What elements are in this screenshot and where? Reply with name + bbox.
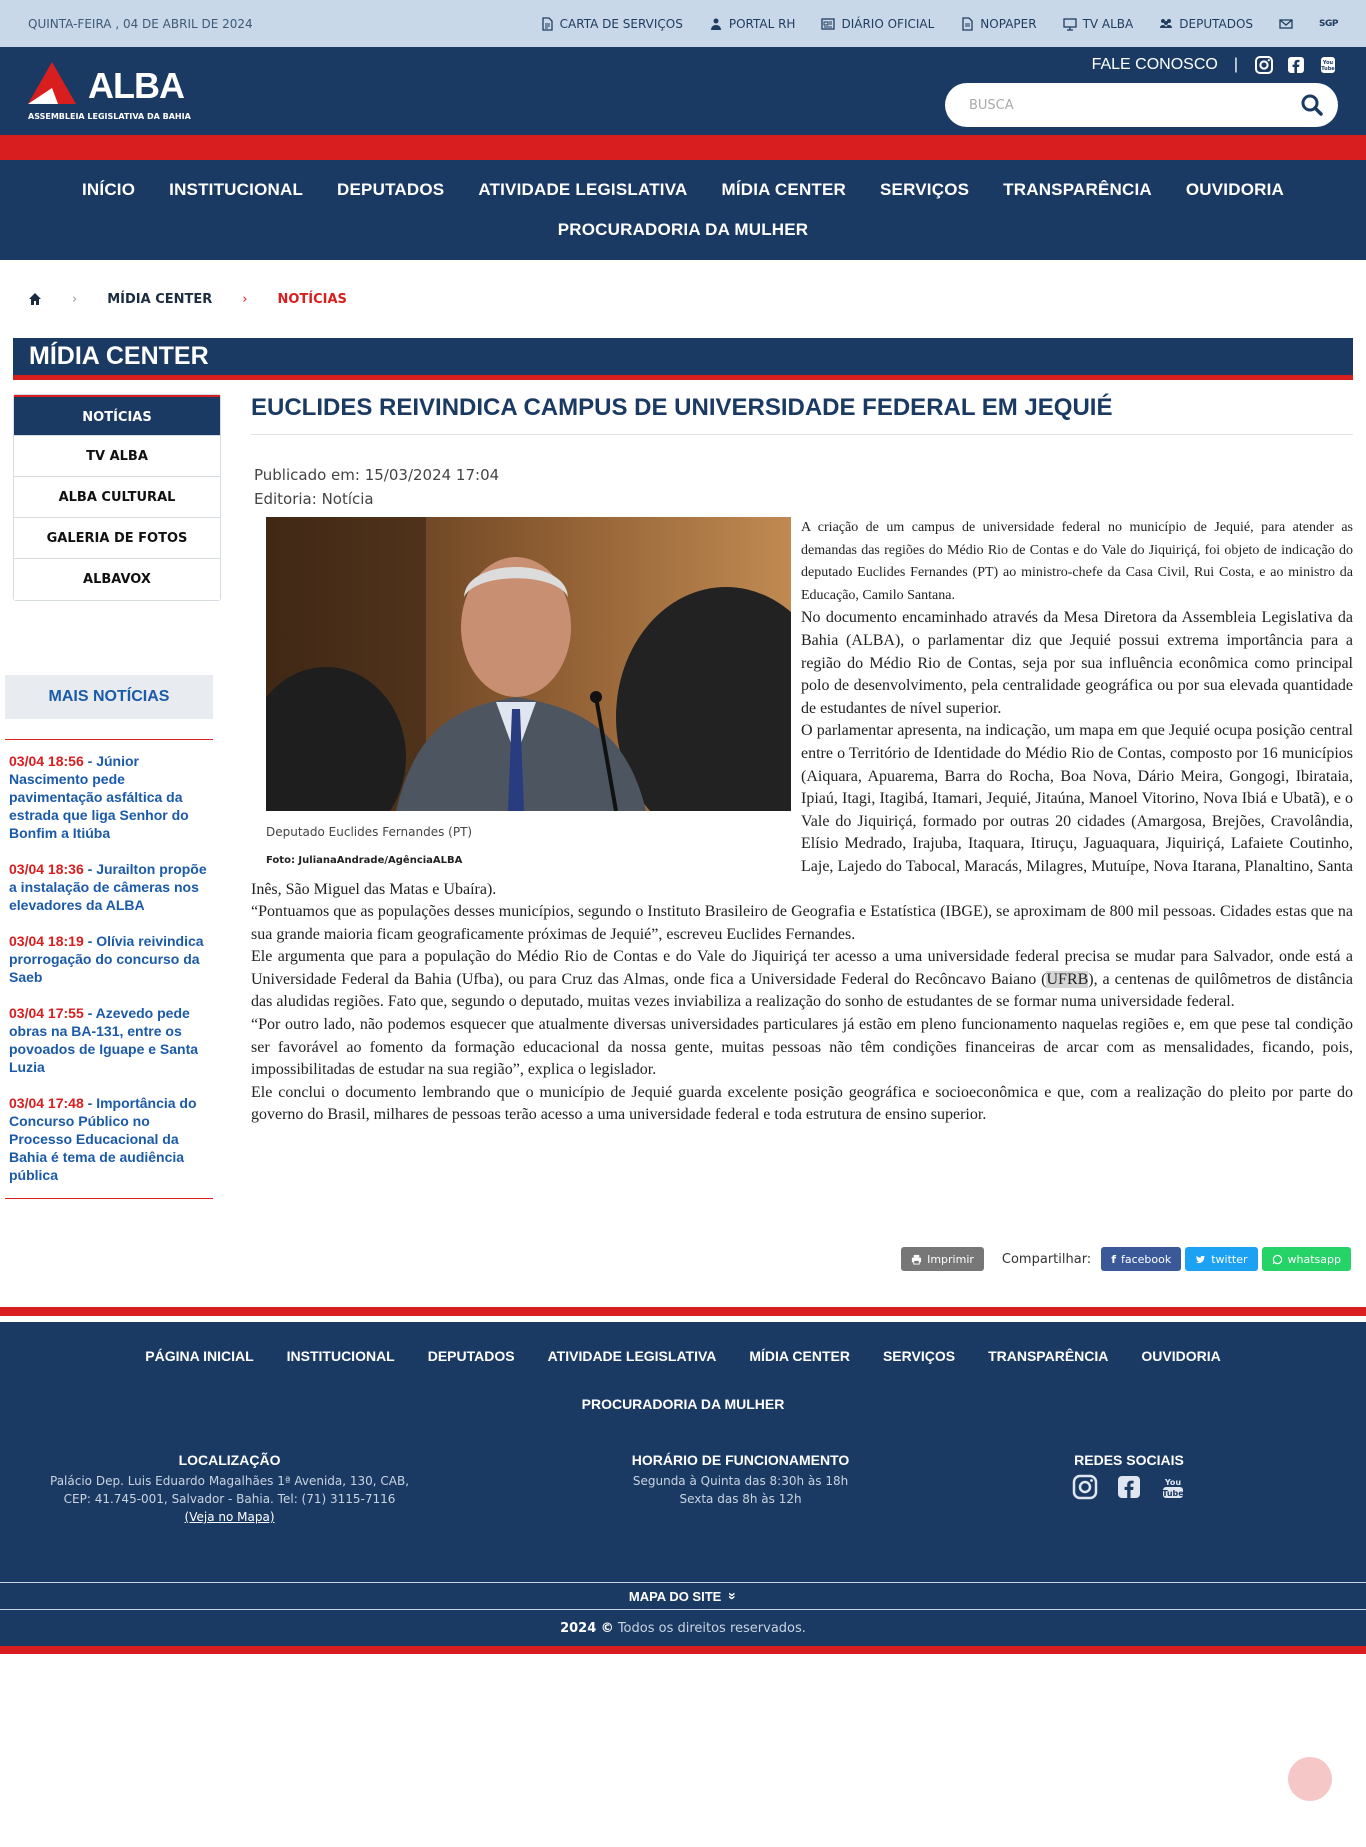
more-news-list bbox=[5, 739, 213, 1199]
header-red-band bbox=[0, 135, 1366, 160]
article-photo[interactable] bbox=[266, 517, 791, 811]
share-bar bbox=[251, 1247, 1353, 1271]
top-utility-bar bbox=[0, 0, 1366, 47]
footer-nav-pagina-inicial[interactable]: PÁGINA INICIAL bbox=[145, 1348, 254, 1365]
utility-link-label: DIÁRIO OFICIAL bbox=[841, 16, 935, 31]
breadcrumb-current: NOTÍCIAS bbox=[277, 291, 347, 307]
location-address-line2: CEP: 41.745-001, Salvador - Bahia. Tel: (71) 3115-7116 bbox=[63, 1492, 396, 1507]
search-input[interactable] bbox=[969, 98, 1300, 113]
whatsapp-icon bbox=[1272, 1254, 1283, 1265]
header-right bbox=[945, 55, 1338, 127]
article bbox=[221, 394, 1366, 1271]
photo-caption: Deputado Euclides Fernandes (PT) bbox=[266, 825, 473, 839]
article-published: Publicado em: 15/03/2024 17:04 bbox=[254, 466, 500, 484]
utility-link-nopaper[interactable] bbox=[960, 17, 1036, 31]
print-label: Imprimir bbox=[927, 1252, 974, 1266]
utility-link-email[interactable] bbox=[1279, 17, 1293, 31]
utility-link-deputados[interactable] bbox=[1159, 17, 1253, 31]
sidebar bbox=[5, 394, 221, 1271]
fale-conosco-link[interactable]: FALE CONOSCO bbox=[1091, 56, 1218, 73]
print-button[interactable] bbox=[901, 1247, 984, 1271]
footer-social bbox=[1072, 1452, 1186, 1582]
breadcrumb-midia-center[interactable]: MÍDIA CENTER bbox=[107, 291, 213, 307]
monitor-icon bbox=[1063, 17, 1077, 31]
article-figure bbox=[266, 517, 791, 872]
article-paragraph: No documento encaminhado através da Mesa Diretora da Assembleia Legislativa da Bahia (ALBA), o parlamentar diz que Jequié possui extrema importância para a região do Médio Rio de Contas, seja por sua influência econômica como principal polo de desenvolvimento, pela centralidade geográfica ou por sua elevada quantidade de estudantes de nível superior. bbox=[801, 609, 1353, 717]
news-item-time: 03/04 18:56 bbox=[9, 753, 84, 769]
article-paragraph: “Pontuamos que as populações desses municípios, segundo o Instituto Brasileiro de Geografia e Estatística (IBGE), se aproximam de 800 mil pessoas. Cidades estas que na sua grande maioria ficam geograficamente próximas de Jequié”, escreveu Euclides Fernandes. bbox=[251, 903, 1353, 943]
contact-row bbox=[1092, 55, 1338, 75]
footer-navigation bbox=[0, 1322, 1366, 1412]
nav-institucional[interactable]: INSTITUCIONAL bbox=[169, 180, 304, 199]
search-box bbox=[945, 83, 1338, 127]
svg-text:You: You bbox=[1164, 1478, 1182, 1488]
utility-links bbox=[540, 17, 1338, 31]
share-facebook-label: facebook bbox=[1120, 1252, 1172, 1266]
paragraph-text: Ele argumenta que para a população do Médio Rio de Contas e do Vale do Jiquiriçá ter acesso a uma universidade federal precisa se mudar para Salvador, onde está a Universidade Federal da Bahia (Ufba), ou para Cruz das Almas, onde fica a Universidade Federal do Recôncavo Baiano ( bbox=[251, 948, 1353, 988]
utility-link-label: DEPUTADOS bbox=[1179, 16, 1254, 31]
hours-line2: Sexta das 8h às 12h bbox=[679, 1492, 802, 1507]
section-title: MÍDIA CENTER bbox=[29, 342, 209, 370]
article-paragraph: A criação de um campus de universidade federal no município de Jequié, para atender as demandas das regiões do Médio Rio de Contas e do Vale do Jiquiriçá, foi objeto de indicação do deputado Euclides Fernandes (PT) ao ministro-chefe da Casa Civil, Rui Costa, e ao ministro da Educação, Camilo Santana. bbox=[801, 520, 1353, 603]
photo-credit: Foto: JulianaAndrade/AgênciaALBA bbox=[266, 854, 463, 866]
news-item-title: Importância do Concurso Público no Processo Educacional da Bahia é tema de audiência pública bbox=[9, 1095, 197, 1183]
utility-link-label: NOPAPER bbox=[980, 16, 1037, 31]
section-header bbox=[13, 338, 1353, 380]
article-paragraph: Ele conclui o documento lembrando que o município de Jequié guarda excelente posição geográfica e socioeconômica e que, com a realização do pleito por parte do governo do Brasil, milhares de pessoas terão acesso a uma universidade federal e toda estrutura de ensino superior. bbox=[251, 1083, 1353, 1124]
social-title: REDES SOCIAIS bbox=[1074, 1452, 1184, 1469]
utility-link-portal-rh[interactable] bbox=[709, 17, 796, 31]
utility-link-label: CARTA DE SERVIÇOS bbox=[559, 16, 683, 31]
hours-title: HORÁRIO DE FUNCIONAMENTO bbox=[631, 1452, 850, 1469]
svg-text:Tube: Tube bbox=[1321, 66, 1335, 72]
logo-subtitle: ASSEMBLEIA LEGISLATIVA DA BAHIA bbox=[28, 112, 191, 121]
share-whatsapp-button[interactable] bbox=[1262, 1247, 1351, 1271]
location-address-line1: Palácio Dep. Luis Eduardo Magalhães 1ª Avenida, 130, CAB, bbox=[50, 1474, 410, 1489]
file-icon bbox=[960, 17, 974, 31]
svg-text:You: You bbox=[1322, 60, 1334, 66]
share-twitter-label: twitter bbox=[1211, 1252, 1248, 1266]
contact-separator: | bbox=[1233, 56, 1238, 73]
deputy-photo-illustration bbox=[266, 517, 791, 811]
document-icon bbox=[540, 17, 554, 31]
twitter-icon bbox=[1195, 1254, 1206, 1265]
instagram-icon[interactable] bbox=[1254, 55, 1274, 75]
back-to-top-button[interactable] bbox=[1288, 1757, 1332, 1801]
utility-link-tv-alba[interactable] bbox=[1063, 17, 1134, 31]
envelope-icon bbox=[1279, 17, 1293, 31]
footer-social-icons bbox=[1072, 1474, 1186, 1500]
copyright-text: Todos os direitos reservados. bbox=[617, 1620, 806, 1636]
footer-nav-row-1 bbox=[145, 1348, 1220, 1364]
facebook-icon: f bbox=[1111, 1252, 1116, 1266]
article-body bbox=[251, 517, 1353, 1127]
youtube-icon[interactable] bbox=[1160, 1474, 1186, 1500]
footer-hours bbox=[632, 1452, 850, 1582]
subnav-tv-alba[interactable]: TV ALBA bbox=[14, 436, 220, 477]
location-title: LOCALIZAÇÃO bbox=[178, 1452, 281, 1469]
news-item-time: 03/04 18:36 bbox=[9, 861, 84, 877]
people-icon bbox=[709, 17, 723, 31]
news-item-title: Júnior Nascimento pede pavimentação asfáltica da estrada que liga Senhor do Bonfim a Itiúba bbox=[9, 753, 189, 841]
nav-inicio[interactable]: INÍCIO bbox=[82, 180, 136, 199]
alba-logo-mark-icon bbox=[28, 62, 84, 110]
paragraph-text: ), a centenas de quilômetros de distância das aludidas regiões. Fato que, segundo o deputado, muitas vezes inviabiliza a realização do sonho de estudantes de se formar numa universidade federal. bbox=[251, 970, 1353, 1011]
copyright bbox=[0, 1610, 1366, 1646]
subnav-albavox[interactable]: ALBAVOX bbox=[14, 559, 220, 600]
site-footer bbox=[0, 1322, 1366, 1654]
footer-nav-ouvidoria[interactable]: OUVIDORIA bbox=[1141, 1348, 1221, 1365]
footer-nav-transparencia[interactable]: TRANSPARÊNCIA bbox=[988, 1348, 1109, 1365]
nav-deputados[interactable]: DEPUTADOS bbox=[337, 180, 445, 199]
nav-atividade-legislativa[interactable]: ATIVIDADE LEGISLATIVA bbox=[478, 180, 688, 199]
news-item[interactable]: 03/04 17:55 - Azevedo pede obras na BA-131, entre os povoados de Iguape e Santa Luzia bbox=[9, 1005, 199, 1075]
share-whatsapp-label: whatsapp bbox=[1287, 1252, 1341, 1266]
more-news-box bbox=[5, 675, 213, 1199]
article-editoria: Editoria: Notícia bbox=[254, 490, 374, 508]
breadcrumb-separator: › bbox=[72, 291, 78, 307]
article-paragraph: “Por outro lado, não podemos esquecer que atualmente diversas universidades particulares já estão em pleno funcionamento naquelas regiões e, em que pese tal condição ser favorável ao fomento da formação educacional da nossa gente, muitas pessoas não têm condições financeiras de arcar com as mensalidades, ficando, pois, impossibilitadas de estudar na sua região”, explica o legislador. bbox=[251, 1016, 1353, 1079]
copyright-year: 2024 © bbox=[560, 1620, 614, 1636]
news-item-time: 03/04 17:48 bbox=[9, 1095, 84, 1111]
footer-location bbox=[50, 1452, 409, 1582]
instagram-icon[interactable] bbox=[1072, 1474, 1098, 1500]
home-icon[interactable] bbox=[28, 292, 42, 306]
nav-ouvidoria[interactable]: OUVIDORIA bbox=[1185, 180, 1284, 199]
svg-text:Tube: Tube bbox=[1162, 1489, 1184, 1499]
highlighted-text: UFRB bbox=[1046, 970, 1089, 988]
share-twitter-button[interactable] bbox=[1185, 1247, 1257, 1271]
more-news-title: MAIS NOTÍCIAS bbox=[5, 675, 213, 719]
media-subnav bbox=[13, 394, 221, 601]
current-date: QUINTA-FEIRA , 04 DE ABRIL DE 2024 bbox=[28, 16, 253, 31]
news-item-title: Olívia reivindica prorrogação do concurso da Saeb bbox=[9, 933, 204, 985]
article-paragraph bbox=[251, 946, 1353, 1014]
news-item[interactable]: 03/04 18:19 - Olívia reivindica prorrogação do concurso da Saeb bbox=[9, 933, 204, 985]
site-header bbox=[0, 47, 1366, 135]
news-item[interactable]: 03/04 18:36 - Jurailton propõe a instalação de câmeras nos elevadores da ALBA bbox=[9, 861, 207, 913]
hours-line1: Segunda à Quinta das 8:30h às 18h bbox=[632, 1474, 849, 1489]
see-map-link[interactable]: (Veja no Mapa) bbox=[184, 1510, 275, 1525]
logo-name: ALBA bbox=[88, 65, 184, 106]
nav-servicos[interactable]: SERVIÇOS bbox=[880, 180, 970, 199]
article-paragraph: O parlamentar apresenta, na indicação, um mapa em que Jequié ocupa posição central entre o Território de Identidade do Médio Rio de Contas, composto por 16 municípios (Aiquara, Apuarema, Barra do Rocha, Boa Nova, Dário Meira, Gongogi, Ibirataia, Ipiaú, Itagi, Itagibá, Itamari, Jequié, Jitaúna, Manoel Vitorino, Nova Ibiá e Ubatã), e o Vale do Jiquiriçá, formado por outras 20 cidades (Amargosa, Brejões, Cravolândia, Elísio Medrado, Irajuba, Itaquara, Itiruçu, Jaguaquara, Jiquiriçá, Lafaiete Coutinho, Laje, Lajedo do Tabocal, Maracás, Milagres, Mutuípe, Nova Itarana, Planaltino, Santa Inês, São Miguel das Matas e Ubaíra). bbox=[251, 722, 1353, 898]
footer-nav-row-2 bbox=[582, 1396, 785, 1412]
breadcrumb bbox=[0, 260, 1366, 338]
utility-link-sgp[interactable] bbox=[1319, 19, 1338, 29]
subnav-alba-cultural[interactable]: ALBA CULTURAL bbox=[14, 477, 220, 518]
site-map-toggle[interactable] bbox=[0, 1582, 1366, 1610]
facebook-icon[interactable] bbox=[1286, 55, 1306, 75]
article-meta bbox=[251, 463, 1353, 511]
share-facebook-button[interactable] bbox=[1101, 1247, 1181, 1271]
breadcrumb-separator: › bbox=[242, 291, 248, 307]
nav-procuradoria-mulher[interactable]: PROCURADORIA DA MULHER bbox=[557, 220, 809, 239]
share-label: Compartilhar: bbox=[1001, 1251, 1092, 1267]
youtube-icon[interactable] bbox=[1318, 55, 1338, 75]
facebook-icon[interactable] bbox=[1116, 1474, 1142, 1500]
main-nav-row-2 bbox=[558, 220, 809, 240]
sgp-icon: SGP bbox=[1319, 18, 1338, 29]
footer-nav-servicos[interactable]: SERVIÇOS bbox=[882, 1348, 956, 1365]
main-navigation bbox=[0, 160, 1366, 260]
subnav-galeria-fotos[interactable]: GALERIA DE FOTOS bbox=[14, 518, 220, 559]
printer-icon bbox=[911, 1254, 922, 1265]
footer-nav-deputados[interactable]: DEPUTADOS bbox=[427, 1348, 515, 1365]
footer-nav-procuradoria-mulher[interactable]: PROCURADORIA DA MULHER bbox=[581, 1396, 785, 1413]
nav-transparencia[interactable]: TRANSPARÊNCIA bbox=[1003, 180, 1152, 199]
group-icon bbox=[1159, 17, 1173, 31]
news-item-time: 03/04 17:55 bbox=[9, 1005, 84, 1021]
footer-info bbox=[0, 1412, 1366, 1582]
chevron-down-icon: » bbox=[725, 1592, 742, 1600]
utility-link-diario-oficial[interactable] bbox=[821, 17, 934, 31]
site-map-label: MAPA DO SITE bbox=[628, 1588, 722, 1604]
utility-link-label: TV ALBA bbox=[1082, 16, 1134, 31]
news-item[interactable]: 03/04 18:56 - Júnior Nascimento pede pavimentação asfáltica da estrada que liga Senhor do Bonfim a Itiúba bbox=[9, 753, 189, 841]
utility-link-carta-servicos[interactable] bbox=[540, 17, 683, 31]
utility-link-label: PORTAL RH bbox=[728, 16, 796, 31]
nav-midia-center[interactable]: MÍDIA CENTER bbox=[721, 180, 847, 199]
news-item-title: Jurailton propõe a instalação de câmeras nos elevadores da ALBA bbox=[9, 861, 207, 913]
news-item[interactable]: 03/04 17:48 - Importância do Concurso Público no Processo Educacional da Bahia é tema de audiência pública bbox=[9, 1095, 197, 1183]
news-item-title: Azevedo pede obras na BA-131, entre os povoados de Iguape e Santa Luzia bbox=[9, 1005, 199, 1075]
footer-nav-institucional[interactable]: INSTITUCIONAL bbox=[286, 1348, 395, 1365]
article-title: EUCLIDES REIVINDICA CAMPUS DE UNIVERSIDADE FEDERAL EM JEQUIÉ bbox=[251, 394, 1353, 435]
newspaper-icon bbox=[821, 17, 835, 31]
footer-bottom-band bbox=[0, 1646, 1366, 1654]
news-item-time: 03/04 18:19 bbox=[9, 933, 84, 949]
main-nav-row-1 bbox=[82, 180, 1284, 200]
content-area bbox=[0, 394, 1366, 1271]
footer-red-band bbox=[0, 1307, 1366, 1316]
search-icon[interactable] bbox=[1300, 93, 1324, 117]
footer-nav-atividade-legislativa[interactable]: ATIVIDADE LEGISLATIVA bbox=[547, 1348, 717, 1365]
subnav-noticias[interactable]: NOTÍCIAS bbox=[14, 395, 220, 436]
footer-nav-midia-center[interactable]: MÍDIA CENTER bbox=[749, 1348, 850, 1365]
